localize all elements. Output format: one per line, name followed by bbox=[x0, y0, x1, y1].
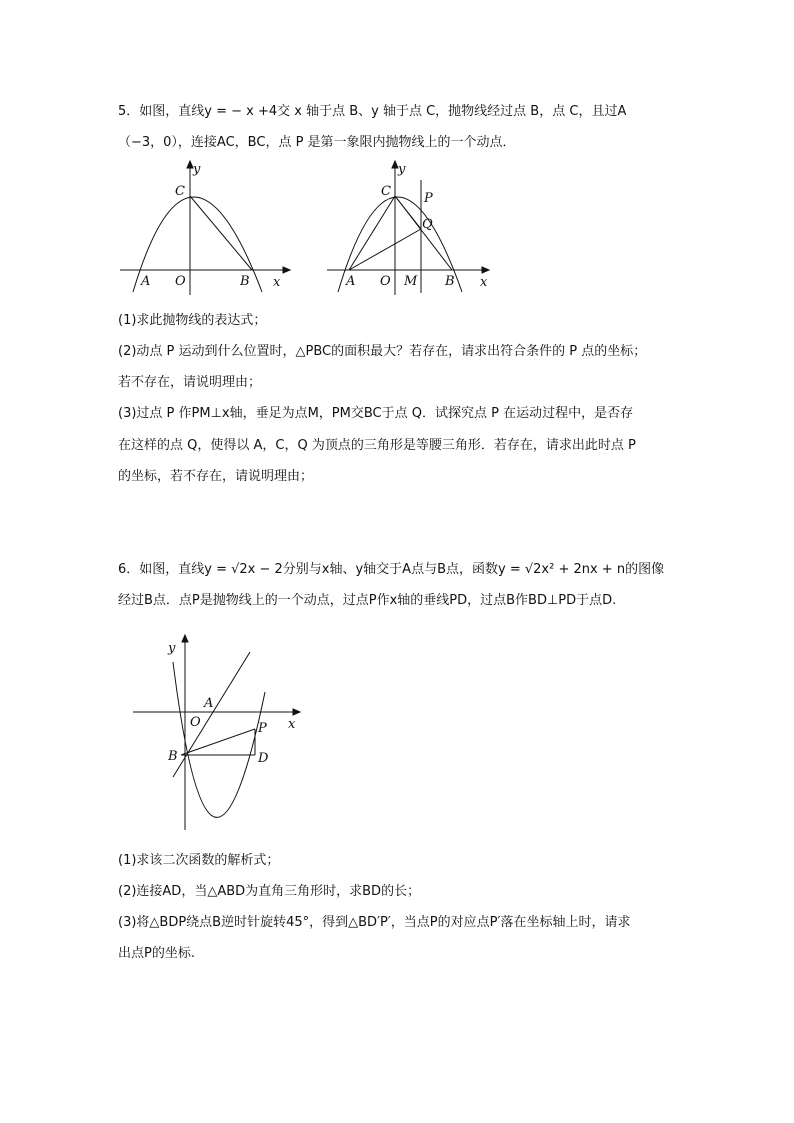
problem6-intro-line2: 经过B点．点P是抛物线上的一个动点，过点P作x轴的垂线PD，过点B作BD⊥PD于点D. bbox=[118, 593, 617, 608]
fig2-segment-aq bbox=[349, 229, 421, 270]
problem5-question3: (3)过点 P 作PM⊥x轴，垂足为点M，PM交BC于点 Q．试探究点 P 在运动过程中，是否存 bbox=[118, 406, 634, 421]
fig3-y-arrow bbox=[182, 635, 188, 642]
fig3-label-y: y bbox=[168, 641, 176, 656]
problem6-question3-cont: 出点P的坐标. bbox=[118, 946, 195, 961]
fig3-label-b: B bbox=[168, 749, 178, 764]
fig1-x-arrow bbox=[283, 267, 290, 273]
problem5-question2: (2)动点 P 运动到什么位置时，△PBC的面积最大？若存在，请求出符合条件的 P 点的坐标； bbox=[118, 344, 647, 359]
fig1-segment-bc bbox=[190, 196, 252, 270]
fig2-segment-ac bbox=[349, 196, 395, 270]
fig1-label-b: B bbox=[240, 274, 250, 289]
fig3-label-o: O bbox=[190, 715, 201, 730]
problem6-figure bbox=[128, 632, 308, 832]
fig2-segment-cq bbox=[395, 196, 421, 229]
problem5-question3-cont2: 的坐标，若不存在，请说明理由； bbox=[118, 469, 314, 484]
fig3-label-x: x bbox=[288, 717, 296, 732]
fig3-segment-bp bbox=[181, 729, 255, 755]
problem5-question3-cont1: 在这样的点 Q，使得以 A，C，Q 为顶点的三角形是等腰三角形．若存在，请求出此时点 P bbox=[118, 438, 636, 453]
fig1-label-o: O bbox=[175, 274, 186, 289]
problem5-figure1 bbox=[115, 160, 295, 295]
fig2-label-x: x bbox=[480, 275, 488, 290]
problem6-intro-line1: 6．如图，直线y = √2x − 2分别与x轴、y轴交于A点与B点，函数y = √2x² + 2nx + n的图像 bbox=[118, 562, 665, 577]
problem6-question1: (1)求该二次函数的解析式； bbox=[118, 853, 280, 868]
fig2-label-b: B bbox=[445, 274, 455, 289]
problem5-figure2 bbox=[322, 160, 502, 295]
fig1-label-c: C bbox=[175, 184, 185, 199]
problem6-question2: (2)连接AD，当△ABD为直角三角形时，求BD的长； bbox=[118, 884, 421, 899]
fig2-label-m: M bbox=[404, 274, 418, 289]
fig3-label-a: A bbox=[204, 696, 214, 711]
fig2-label-c: C bbox=[381, 184, 391, 199]
fig2-parabola bbox=[338, 197, 462, 292]
fig2-label-o: O bbox=[380, 274, 391, 289]
fig3-parabola bbox=[173, 662, 265, 817]
fig2-label-y: y bbox=[398, 162, 406, 177]
fig3-label-d: D bbox=[258, 751, 269, 766]
fig2-label-p: P bbox=[424, 191, 433, 206]
fig1-label-x: x bbox=[273, 275, 281, 290]
fig1-label-y: y bbox=[193, 162, 201, 177]
problem5-intro-line1: 5．如图，直线y = − x +4交 x 轴于点 B、y 轴于点 C，抛物线经过点 B，点 C，且过A bbox=[118, 104, 627, 119]
fig3-label-p: P bbox=[258, 721, 267, 736]
fig2-label-a: A bbox=[346, 274, 356, 289]
fig2-x-arrow bbox=[482, 267, 489, 273]
fig1-label-a: A bbox=[141, 274, 151, 289]
problem5-question2-cont: 若不存在，请说明理由； bbox=[118, 375, 262, 390]
fig2-label-q: Q bbox=[422, 217, 433, 232]
fig3-x-arrow bbox=[293, 709, 300, 715]
problem5-intro-line2: （−3，0），连接AC，BC，点 P 是第一象限内抛物线上的一个动点． bbox=[118, 135, 516, 150]
problem5-question1: (1)求此抛物线的表达式； bbox=[118, 313, 267, 328]
problem6-question3: (3)将△BDP绕点B逆时针旋转45°，得到△BD′P′，当点P的对应点P′落在坐标轴上时，请求 bbox=[118, 915, 631, 930]
